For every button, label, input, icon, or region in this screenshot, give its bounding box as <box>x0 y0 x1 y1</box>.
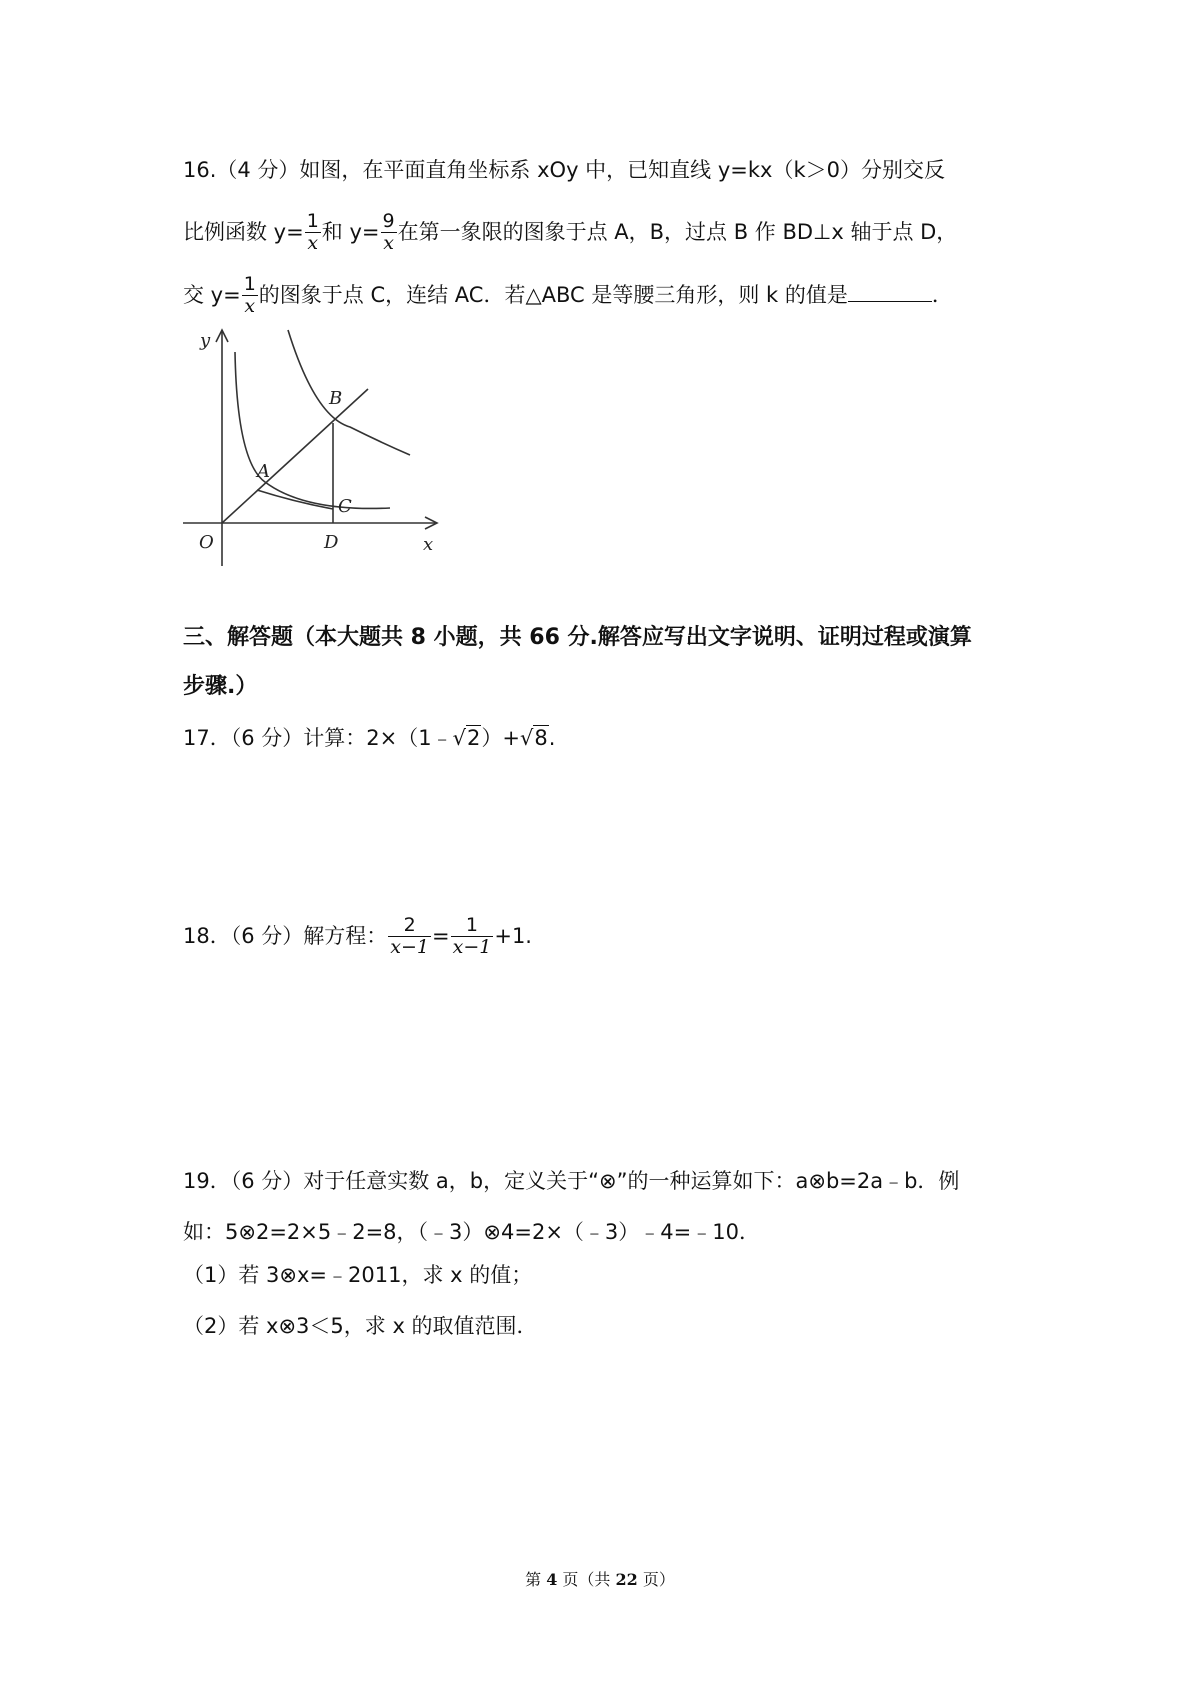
q17-end: . <box>548 726 556 750</box>
radicand: 2 <box>466 726 481 750</box>
q18-equals: = <box>432 923 450 948</box>
label-y: y <box>200 330 211 351</box>
q19-line1 <box>183 1171 959 1192</box>
q16-line1-text: 16.（4 分）如图，在平面直角坐标系 xOy 中，已知直线 y=kx（k＞0）分别交反 <box>183 158 945 182</box>
q16-line3 <box>183 275 953 317</box>
label-d: D <box>324 532 339 553</box>
radicand: 8 <box>534 726 548 750</box>
q19-part2-text: （2）若 x⊗3＜5，求 x 的取值范围． <box>183 1314 538 1338</box>
q16-line2-c: 在第一象限的图象于点 A，B，过点 B 作 BD⊥x 轴于点 D， <box>397 219 958 244</box>
curve-1-over-x <box>235 352 390 508</box>
q18-end: +1. <box>494 923 532 948</box>
curve-9-over-x <box>288 330 410 455</box>
q16-line3-a: 交 y= <box>183 282 241 307</box>
fraction-9-over-x <box>381 212 397 254</box>
fraction-numerator: 1 <box>465 914 479 936</box>
q16-line2-b: 和 y= <box>321 219 380 244</box>
q16-line3-b: 的图象于点 C，连结 AC．若△ABC 是等腰三角形，则 k 的值是 <box>258 282 848 307</box>
q16-line3-end: ． <box>931 282 953 307</box>
answer-blank <box>848 283 932 302</box>
coordinate-figure <box>175 322 445 572</box>
fraction-1-over-x <box>242 275 258 317</box>
footer-page-number: 4 <box>546 1570 558 1589</box>
label-o: O <box>199 532 214 553</box>
q18-prefix: 18．（6 分）解方程： <box>183 923 388 948</box>
section3-heading-line1 <box>183 627 972 649</box>
page-footer <box>0 1567 1200 1590</box>
fraction-numerator: 9 <box>382 210 395 232</box>
footer-total-pages: 22 <box>615 1570 638 1589</box>
label-x: x <box>423 534 434 555</box>
q19-part1 <box>183 1265 532 1286</box>
segment-ac <box>257 490 333 509</box>
fraction-numerator: 2 <box>403 914 416 936</box>
q19-line1-text: 19．（6 分）对于任意实数 a，b，定义关于“⊗”的一种运算如下：a⊗b=2a﹣b．例 <box>183 1169 960 1193</box>
footer-post: 页） <box>637 1570 675 1589</box>
sqrt-8: √8 <box>519 726 548 750</box>
q17-middle: ）+ <box>481 726 520 750</box>
q19-line2 <box>183 1222 760 1243</box>
fraction-denominator: x−1 <box>390 935 429 958</box>
q18-line <box>183 916 532 958</box>
q19-part1-text: （1）若 3⊗x=﹣2011，求 x 的值； <box>183 1263 533 1287</box>
section3-heading-text1: 三、解答题（本大题共 8 小题，共 66 分.解答应写出文字说明、证明过程或演算 <box>183 625 972 650</box>
label-b: B <box>329 388 343 409</box>
fraction-denominator: x <box>305 232 321 254</box>
fraction-1-over-x <box>305 212 321 254</box>
fraction-2-over-x-minus-1 <box>388 916 431 958</box>
q17-prefix: 17．（6 分）计算：2×（1﹣ <box>183 726 453 750</box>
fraction-numerator: 1 <box>243 273 256 295</box>
footer-pre: 第 <box>525 1570 547 1589</box>
section3-heading-text2: 步骤.） <box>183 674 258 699</box>
fraction-denominator: x <box>381 232 397 254</box>
label-a: A <box>257 461 270 482</box>
q16-line2 <box>183 212 957 254</box>
section3-heading-line2 <box>183 676 257 698</box>
fraction-denominator: x−1 <box>452 935 492 958</box>
q17-line <box>183 728 555 749</box>
fraction-denominator: x <box>242 295 258 317</box>
sqrt-2: √2 <box>452 726 481 750</box>
footer-mid: 页（共 <box>557 1570 616 1589</box>
q16-line2-a: 比例函数 y= <box>183 219 304 244</box>
fraction-1-over-x-minus-1 <box>451 916 494 958</box>
q19-line2-text: 如：5⊗2=2×5﹣2=8，（﹣3）⊗4=2×（﹣3）﹣4=﹣10． <box>183 1220 760 1244</box>
q19-part2 <box>183 1316 538 1337</box>
fraction-numerator: 1 <box>306 210 319 232</box>
label-c: C <box>338 496 352 517</box>
q16-line1 <box>183 160 945 181</box>
